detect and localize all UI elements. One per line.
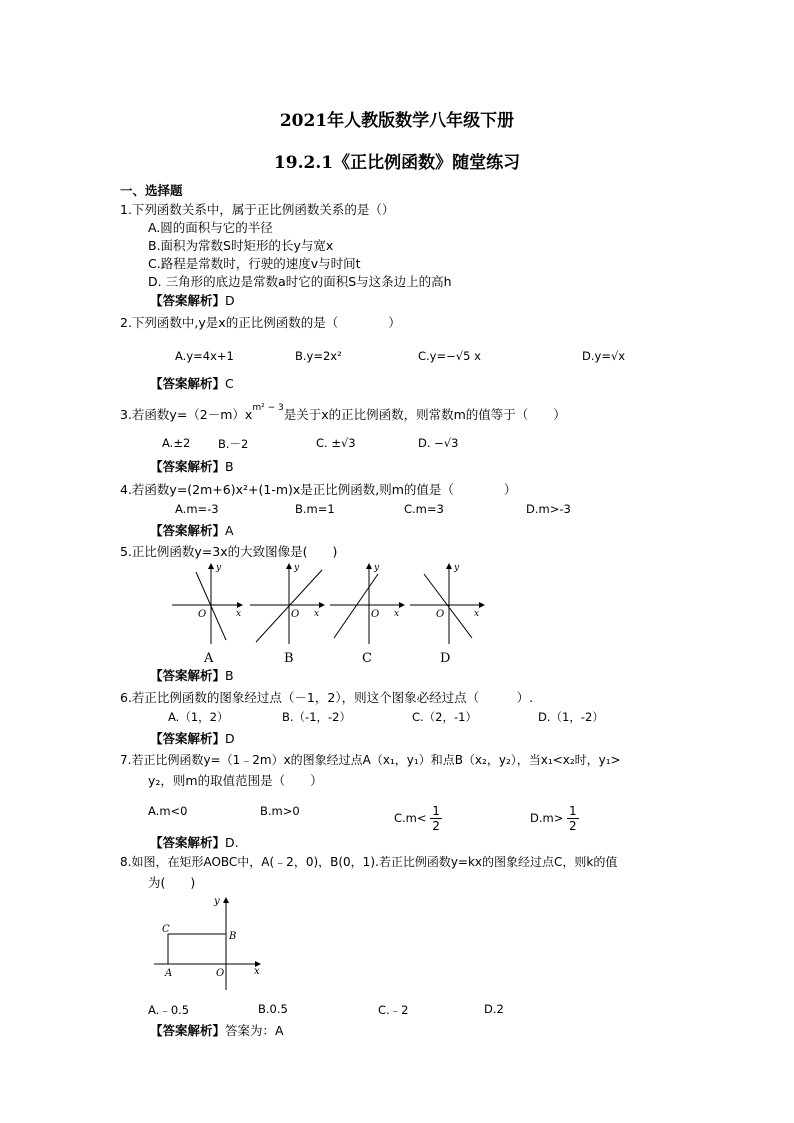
q5-c-y-label: y xyxy=(374,563,380,573)
q6-option-d: D.（1，-2） xyxy=(538,710,604,724)
q2-option-a: A.y=4x+1 xyxy=(175,349,234,363)
q1-option-d: D. 三角形的底边是常数a时它的面积S与这条边上的高h xyxy=(148,274,452,289)
q5-d-x-label: x xyxy=(474,609,480,619)
page-subtitle: 19.2.1《正比例函数》随堂练习 xyxy=(273,153,521,173)
q7-stem-line2: y₂，则m的取值范围是（ ） xyxy=(148,773,323,788)
q5-label-a: A xyxy=(204,651,214,666)
q5-label-b: B xyxy=(284,651,294,666)
page-title: 2021年人教版数学八年级下册 xyxy=(279,111,515,131)
q8-label-b: B xyxy=(229,931,237,942)
q4-answer: 【答案解析】A xyxy=(150,523,234,538)
q5-c-origin: O xyxy=(371,609,380,620)
q3-exponent: m² − 3 xyxy=(252,402,284,413)
q5-graph-b xyxy=(250,563,324,644)
q7-option-c-fraction: $\frac{1}{2}$ xyxy=(432,804,440,833)
q7-option-a: A.m<0 xyxy=(148,804,188,818)
q5-label-c: C xyxy=(362,651,372,666)
q2-answer: 【答案解析】C xyxy=(150,376,234,391)
q6-stem: 6.若正比例函数的图象经过点（－1，2），则这个图象必经过点（ ）. xyxy=(120,690,534,705)
q1-answer: 【答案解析】D xyxy=(150,293,235,308)
q3-option-c: C. ±√3 xyxy=(316,436,356,450)
q2-option-d: D.y=√x xyxy=(582,349,626,363)
q2-option-c: C.y=−√5 x xyxy=(418,349,481,363)
q8-rectangle xyxy=(168,934,226,964)
q4-option-a: A.m=-3 xyxy=(175,502,219,516)
q6-answer: 【答案解析】D xyxy=(150,731,235,746)
q8-stem-line1: 8.如图，在矩形AOBC中，A(﹣2，0)，B(0，1).若正比例函数y=kx的图象经过点C，则k的值 xyxy=(120,855,618,869)
q1-option-b: B.面积为常数S时矩形的长y与宽x xyxy=(148,238,334,253)
q5-c-x-label: x xyxy=(394,609,400,619)
q5-a-origin: O xyxy=(198,609,207,620)
q8-option-d: D.2 xyxy=(484,1002,504,1016)
q1-option-c: C.路程是常数时，行驶的速度v与时间t xyxy=(148,256,361,271)
q8-label-x: x xyxy=(254,966,260,977)
q5-d-origin: O xyxy=(436,609,445,620)
q7-option-d: D.m> $\frac{1}{2}$ xyxy=(530,804,577,833)
q5-d-y-label: y xyxy=(454,563,460,573)
q4-option-b: B.m=1 xyxy=(295,502,335,516)
q2-stem: 2.下列函数中,y是x的正比例函数的是（ ） xyxy=(120,315,401,330)
section-heading: 一、选择题 xyxy=(120,183,183,198)
q8-label-o: O xyxy=(216,968,225,979)
q5-label-d: D xyxy=(440,651,451,666)
q7-option-c: C.m< $\frac{1}{2}$ xyxy=(394,804,440,833)
q8-label-y: y xyxy=(214,896,220,907)
q5-stem: 5.正比例函数y=3x的大致图像是( ) xyxy=(120,544,338,559)
q8-option-a: A.﹣0.5 xyxy=(148,1003,190,1017)
q1-stem: 1.下列函数关系中，属于正比例函数关系的是（） xyxy=(120,202,395,217)
q6-option-c: C.（2，-1） xyxy=(412,710,477,724)
q8-stem-line2: 为( ) xyxy=(148,875,196,890)
q3-option-b: B.－2 xyxy=(218,437,249,451)
q5-a-y-label: y xyxy=(216,563,222,573)
q7-option-d-fraction: $\frac{1}{2}$ xyxy=(569,804,577,833)
q5-answer: 【答案解析】B xyxy=(150,668,234,683)
q1-option-a: A.圆的面积与它的半径 xyxy=(148,220,273,235)
q7-option-b: B.m>0 xyxy=(260,804,300,818)
q5-graph-a xyxy=(172,563,242,644)
q5-graph-c xyxy=(330,563,404,644)
q4-stem: 4.若函数y=(2m+6)x²+(1-m)x是正比例函数,则m的值是（ ） xyxy=(120,482,517,497)
q3-answer: 【答案解析】B xyxy=(150,459,234,474)
q8-label-c: C xyxy=(162,924,170,935)
q6-option-b: B.（-1，-2） xyxy=(282,710,351,724)
q3-option-a: A.±2 xyxy=(162,436,191,450)
q6-option-a: A.（1，2） xyxy=(168,710,229,724)
q8-option-b: B.0.5 xyxy=(258,1002,288,1016)
q8-figure xyxy=(150,892,268,992)
q7-stem-line1: 7.若正比例函数y=（1﹣2m）x的图象经过点A（x₁，y₁）和点B（x₂，y₂），当x₁<x₂时，y₁> xyxy=(120,753,621,767)
q5-graph-d xyxy=(410,563,484,644)
q8-option-c: C.﹣2 xyxy=(378,1003,409,1017)
q4-option-d: D.m>-3 xyxy=(526,502,571,516)
q3-option-d: D. −√3 xyxy=(418,436,459,450)
q3-stem: 3.若函数$y=(2-m)x^{m^2 - 3}$是关于x的正比例函数，则常数m的值等于（ ） xyxy=(120,402,566,422)
q2-option-b: B.y=2x² xyxy=(295,349,342,363)
q4-option-c: C.m=3 xyxy=(404,502,444,516)
q5-b-y-label: y xyxy=(294,563,300,573)
q5-b-origin: O xyxy=(291,609,300,620)
q5-graphs xyxy=(160,560,500,668)
q7-answer: 【答案解析】D. xyxy=(150,835,239,850)
q8-label-a: A xyxy=(165,968,173,979)
q5-b-x-label: x xyxy=(314,609,320,619)
q5-a-x-label: x xyxy=(236,609,242,619)
q8-answer: 【答案解析】答案为：A xyxy=(150,1023,284,1038)
